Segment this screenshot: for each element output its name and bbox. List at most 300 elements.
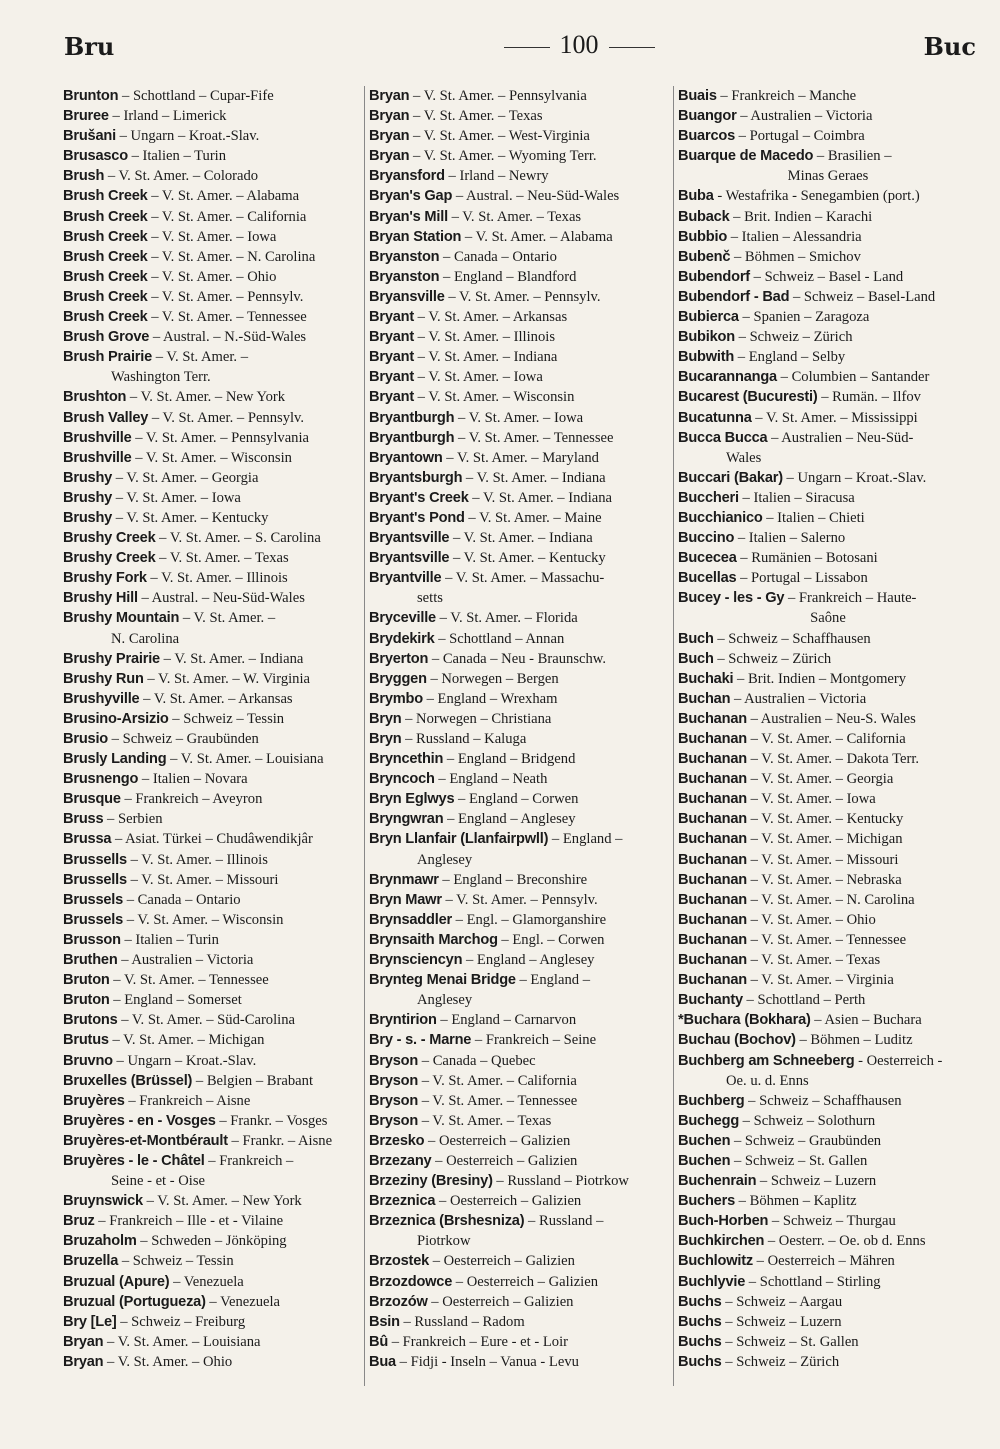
entry-location: – V. St. Amer. – Alabama [461, 228, 613, 245]
entry-location: – Austral. – Neu-Süd-Wales [137, 590, 305, 607]
entry-location: – Schweden – Jönköping [136, 1233, 287, 1250]
gazetteer-entry [678, 1231, 978, 1251]
entry-headword: Bruyères - en - Vosges [63, 1112, 216, 1129]
entry-location: – Oesterreich – Galizien [429, 1253, 575, 1270]
entry-location: – V. St. Amer. – Kentucky [449, 550, 606, 567]
entry-location: – Oesterr. – Oe. ob d. Enns [764, 1233, 926, 1250]
entry-headword: Bryant [369, 329, 415, 346]
entry-location: – Russland – Kaluga [401, 731, 527, 747]
entry-headword: Bryncethin [369, 751, 444, 768]
entry-location: – V. St. Amer. – Tennessee [109, 972, 269, 989]
gazetteer-entry [63, 950, 359, 970]
gazetteer-entry [369, 669, 669, 689]
entry-location: – V. St. Amer. – Alabama [147, 188, 300, 205]
entry-location: – V. St. Amer. – Louisiana [103, 1333, 261, 1350]
entry-location: – V. St. Amer. – Georgia [112, 469, 259, 486]
entry-location: – V. St. Amer. – Kentucky [746, 811, 904, 828]
entry-headword: Bryantburgh [369, 429, 455, 446]
entry-headword: Bryan [63, 1333, 104, 1350]
entry-location: – V. St. Amer. – Iowa [746, 791, 876, 808]
entry-headword: Buchanan [678, 831, 747, 848]
entry-headword: Bucca Bucca [678, 429, 768, 446]
entry-headword: Bruz [63, 1213, 95, 1230]
entry-headword: Buchanan [678, 751, 747, 768]
entry-continuation: setts [417, 590, 443, 607]
gazetteer-entry [369, 1051, 669, 1071]
entry-location: – V. St. Amer. – Indiana [449, 530, 593, 547]
entry-location: – V. St. Amer. – Süd-Carolina [117, 1012, 295, 1029]
gazetteer-entry [63, 1272, 359, 1292]
gazetteer-entry [678, 247, 978, 267]
gazetteer-entry [678, 468, 978, 488]
entry-headword: Brushy Creek [63, 530, 156, 547]
entry-headword: Bryant's Creek [369, 489, 469, 506]
gazetteer-entry [63, 1292, 359, 1312]
entry-headword: Brushy [63, 489, 113, 506]
entry-headword: Bua [369, 1353, 396, 1370]
entry-location: – Oesterreich – Galizien [427, 1293, 574, 1310]
entry-headword: Brzozdowce [369, 1273, 453, 1290]
entry-location: – Venezuela [169, 1273, 244, 1290]
entry-location: – V. St. Amer. – Missouri [746, 851, 899, 868]
entry-headword: Bubendorf - Bad [678, 288, 790, 305]
gazetteer-entry [678, 267, 978, 287]
entry-headword: Bruzual (Portugueza) [63, 1293, 206, 1310]
entry-location: – V. St. Amer. – Colorado [104, 168, 259, 185]
entry-continuation: N. Carolina [111, 630, 180, 647]
entry-headword: Bryan's Gap [369, 188, 453, 205]
entry-headword: Buchers [678, 1193, 735, 1210]
entry-headword: Brush Prairie [63, 349, 153, 366]
entry-location: – Schottland – Annan [434, 630, 565, 647]
gazetteer-entry [369, 890, 669, 910]
entry-location: – Frankreich – [204, 1152, 294, 1169]
entry-headword: Bryant [369, 349, 415, 366]
gazetteer-entry [369, 408, 669, 428]
entry-headword: Bruton [63, 992, 110, 1009]
gazetteer-entry [369, 729, 669, 749]
gazetteer-entry [678, 669, 978, 689]
gazetteer-entry [678, 970, 978, 990]
entry-headword: Buchs [678, 1333, 722, 1350]
entry-location: – Schweiz – Aargau [721, 1293, 843, 1310]
column-2 [369, 86, 669, 1399]
entry-location: – Schottland – Stirling [745, 1273, 881, 1290]
gazetteer-entry [63, 468, 359, 488]
entry-headword: Buchanan [678, 911, 747, 928]
entry-location: – Schweiz – Zürich [734, 329, 853, 346]
entry-headword: Bryson [369, 1072, 419, 1089]
entry-location: – Russland – Piotrkow [492, 1173, 629, 1190]
entry-headword: Buchanan [678, 851, 747, 868]
gazetteer-entry [369, 1352, 669, 1372]
gazetteer-entry [678, 689, 978, 709]
gazetteer-entry [369, 1251, 669, 1271]
entry-headword: Bryan [369, 128, 410, 145]
gazetteer-entry [678, 990, 978, 1010]
entry-location: – V. St. Amer. – Iowa [112, 489, 241, 506]
entry-location: – Frankreich – Aisne [124, 1092, 251, 1109]
entry-location: – England – Wrexham [422, 690, 558, 707]
entry-location: – V. St. Amer. – Indiana [414, 349, 558, 366]
entry-headword: Bruthen [63, 952, 118, 969]
gazetteer-entry [369, 468, 669, 488]
entry-location: – Brit. Indien – Karachi [729, 208, 873, 225]
entry-headword: Brushy Run [63, 670, 144, 687]
entry-headword: Brynteg Menai Bridge [369, 972, 516, 989]
entry-location: – V. St. Amer. – Maryland [442, 449, 599, 466]
entry-headword: Bryan [369, 88, 410, 104]
entry-location: – V. St. Amer. – California [746, 731, 906, 747]
entry-headword: Buangor [678, 108, 737, 125]
entry-headword: Bryn Llanfair (Llanfairpwll) [369, 831, 549, 848]
gazetteer-entry [63, 789, 359, 809]
gazetteer-entry [678, 1171, 978, 1191]
gazetteer-entry [369, 1312, 669, 1332]
gazetteer-entry [63, 146, 359, 166]
entry-headword: Brushton [63, 389, 127, 406]
gazetteer-entry [369, 126, 669, 146]
gazetteer-entry [678, 829, 978, 849]
gazetteer-entry [678, 850, 978, 870]
gazetteer-entry [63, 207, 359, 227]
gazetteer-entry [63, 850, 359, 870]
entry-headword: Buchaki [678, 670, 734, 687]
gazetteer-entry [63, 508, 359, 528]
gazetteer-entry [369, 227, 669, 247]
entry-location: – Australien – Victoria [117, 952, 254, 969]
entry-headword: Brynsaddler [369, 911, 452, 928]
entry-location: – Italien – Novara [138, 771, 248, 788]
entry-location: – V. St. Amer. – Illinois [414, 329, 555, 346]
entry-location: – V. St. Amer. – Tennessee [147, 309, 307, 326]
entry-headword: Buchs [678, 1313, 722, 1330]
entry-location: – V. St. Amer. – Massachu- [441, 570, 605, 587]
entry-headword: Bryant [369, 369, 415, 386]
entry-location: – Schweiz – Graubünden [108, 731, 259, 747]
entry-location: – V. St. Amer. – Wisconsin [123, 911, 284, 928]
entry-continuation: Piotrkow [417, 1233, 471, 1250]
gazetteer-entry [678, 408, 978, 428]
entry-headword: Buchen [678, 1152, 731, 1169]
entry-location: – V. St. Amer. – [179, 610, 276, 627]
column-3 [678, 86, 978, 1399]
entry-location: – Ungarn – Kroat.-Slav. [115, 128, 260, 145]
entry-headword: Buchan [678, 690, 731, 707]
entry-headword: Brush Creek [63, 188, 148, 205]
entry-headword: Brush Creek [63, 228, 148, 245]
entry-headword: Bryn [369, 731, 402, 747]
entry-headword: Bubikon [678, 329, 735, 346]
entry-location: – Canada – Ontario [439, 248, 557, 265]
entry-location: – Schweiz – Basel - Land [749, 268, 904, 285]
entry-headword: Bruzual (Apure) [63, 1273, 170, 1290]
entry-location: – Rumänien – Botosani [736, 550, 878, 567]
gazetteer-entry [63, 1191, 359, 1211]
gazetteer-entry [63, 1091, 359, 1111]
entry-headword: Brusque [63, 791, 121, 808]
entry-location: – Austral. – Neu-Süd-Wales [452, 188, 620, 205]
entry-location: – Spanien – Zaragoza [738, 309, 870, 326]
entry-location: – V. St. Amer. – Kentucky [112, 509, 269, 526]
entry-continuation: Oe. u. d. Enns [726, 1072, 809, 1089]
gazetteer-entry [63, 1111, 359, 1131]
entry-location: – Schweiz – Thurgau [768, 1213, 896, 1230]
entry-headword: Brushy [63, 469, 113, 486]
entry-headword: Brusly Landing [63, 751, 167, 768]
entry-location: – Ungarn – Kroat.-Slav. [782, 469, 927, 486]
entry-location: – V. St. Amer. – Ohio [103, 1353, 233, 1370]
entry-headword: Bucchianico [678, 509, 763, 526]
gazetteer-entry [678, 1292, 978, 1312]
entry-headword: Bryant [369, 309, 415, 326]
entry-headword: Brussa [63, 831, 112, 848]
gazetteer-entry [678, 749, 978, 769]
entry-location: – V. St. Amer. – Michigan [108, 1032, 265, 1049]
entry-headword: Bryant's Pond [369, 509, 465, 526]
entry-headword: Bucellas [678, 570, 737, 587]
entry-headword: Buchanan [678, 811, 747, 828]
entry-headword: Bryn [369, 710, 402, 727]
entry-location: – V. St. Amer. – Nebraska [746, 871, 902, 888]
gazetteer-entry [369, 1071, 669, 1091]
entry-location: – Schweiz – Zürich [721, 1353, 840, 1370]
entry-location: – V. St. Amer. – Texas [409, 108, 543, 125]
entry-location: – Australien – Neu-Süd- [767, 429, 914, 446]
entry-location: – Frankr. – Vosges [215, 1112, 328, 1129]
entry-headword: Brynsaith Marchog [369, 931, 498, 948]
entry-headword: Brusnengo [63, 771, 139, 788]
entry-headword: Bubbio [678, 228, 728, 245]
entry-headword: Buccheri [678, 489, 739, 506]
gazetteer-entry [369, 870, 669, 890]
entry-headword: Brzezany [369, 1152, 432, 1169]
entry-location: – Irland – Newry [444, 168, 549, 185]
gazetteer-entry [678, 1030, 978, 1050]
entry-headword: Buchanan [678, 891, 747, 908]
entry-location: – Venezuela [205, 1293, 281, 1310]
gazetteer-entry [63, 669, 359, 689]
column-divider [673, 86, 674, 1386]
entry-location: – V. St. Amer. – Wisconsin [131, 449, 292, 466]
gazetteer-entry [369, 789, 669, 809]
entry-headword: Brusasco [63, 148, 128, 165]
gazetteer-entry [369, 86, 669, 106]
gazetteer-entry [63, 1010, 359, 1030]
entry-headword: Bucarannanga [678, 369, 777, 386]
entry-location: – Frankreich – Manche [716, 88, 857, 104]
entry-headword: Brushy Mountain [63, 610, 180, 627]
entry-location: – England – Corwen [454, 791, 579, 808]
gazetteer-entry [369, 930, 669, 950]
entry-location: – Russland – [524, 1213, 604, 1230]
entry-headword: Buchanan [678, 952, 747, 969]
entry-headword: Buchlyvie [678, 1273, 746, 1290]
entry-headword: Brush Grove [63, 329, 150, 346]
gazetteer-entry [63, 1352, 359, 1372]
entry-location: – V. St. Amer. – Illinois [146, 570, 288, 587]
gazetteer-entry [678, 1091, 978, 1111]
gazetteer-entry [369, 568, 669, 608]
entry-location: – Oesterreich – Galizien [452, 1273, 599, 1290]
entry-location: – Engl. – Glamorganshire [451, 911, 607, 928]
entry-location: – V. St. Amer. – [152, 349, 249, 366]
entry-location: – V. St. Amer. – Texas [155, 550, 289, 567]
entry-headword: Brzostek [369, 1253, 430, 1270]
gazetteer-entry [63, 327, 359, 347]
entry-headword: Brynsciencyn [369, 952, 463, 969]
gazetteer-entry [678, 769, 978, 789]
gazetteer-entry [678, 327, 978, 347]
entry-headword: Bruynswick [63, 1193, 143, 1210]
gazetteer-entry [63, 307, 359, 327]
entry-headword: Brydekirk [369, 630, 435, 647]
entry-headword: Buchanan [678, 871, 747, 888]
entry-location: – V. St. Amer. – Pennsylv. [441, 891, 598, 908]
entry-headword: Bruton [63, 972, 110, 989]
gazetteer-entry [369, 1010, 669, 1030]
gazetteer-entry [678, 1151, 978, 1171]
gazetteer-entry [369, 327, 669, 347]
gazetteer-entry [63, 408, 359, 428]
header-left-guideword: Bru [64, 32, 115, 61]
entry-location: – V. St. Amer. – Ohio [746, 911, 876, 928]
column-1 [63, 86, 359, 1399]
entry-location: – Italien – Alessandria [727, 228, 862, 245]
gazetteer-entry [678, 1272, 978, 1292]
gazetteer-entry [63, 166, 359, 186]
entry-continuation: Washington Terr. [111, 369, 211, 386]
gazetteer-entry [369, 287, 669, 307]
entry-location: – Schweiz – Basel-Land [789, 288, 936, 305]
entry-location: – Rumän. – Ilfov [817, 389, 921, 406]
entry-headword: Bryansville [369, 288, 445, 305]
entry-headword: Bruree [63, 108, 109, 125]
entry-headword: Bryantburgh [369, 409, 455, 426]
entry-location: – England – Neath [434, 771, 548, 788]
entry-location: – Brasilien – [813, 148, 892, 165]
entry-location: – V. St. Amer. – Virginia [746, 972, 894, 989]
entry-headword: Bû [369, 1333, 389, 1350]
entry-headword: Bubenč [678, 248, 731, 265]
header-right-guideword: Buc [923, 32, 976, 61]
entry-location: – Italien – Turin [120, 931, 219, 948]
gazetteer-entry [369, 548, 669, 568]
gazetteer-entry [369, 809, 669, 829]
entry-location: – V. St. Amer. – Indiana [462, 469, 606, 486]
entry-location: – Italien – Chieti [762, 509, 865, 526]
gazetteer-entry [369, 166, 669, 186]
entry-location: – England – [515, 972, 591, 989]
entry-headword: Bryerton [369, 650, 429, 667]
entry-location: – V. St. Amer. – West-Virginia [409, 128, 590, 145]
gazetteer-entry [369, 1292, 669, 1312]
gazetteer-entry [678, 649, 978, 669]
entry-location: – Canada – Quebec [418, 1052, 536, 1069]
gazetteer-entry [63, 1332, 359, 1352]
gazetteer-entry [63, 588, 359, 608]
entry-headword: Buchanan [678, 972, 747, 989]
gazetteer-entry [678, 186, 978, 206]
entry-location: – V. St. Amer. – Ohio [147, 268, 277, 285]
gazetteer-entry [63, 930, 359, 950]
page-number-wrap [489, 30, 669, 60]
entry-location: – V. St. Amer. – New York [142, 1193, 302, 1210]
entry-headword: Buccari (Bakar) [678, 469, 783, 486]
gazetteer-entry [63, 1151, 359, 1191]
entry-headword: Bryson [369, 1092, 419, 1109]
gazetteer-entry [63, 870, 359, 890]
entry-continuation: Wales [726, 449, 762, 466]
entry-headword: Buchberg [678, 1092, 745, 1109]
entry-headword: Brushyville [63, 690, 140, 707]
entry-headword: Brussells [63, 851, 127, 868]
entry-headword: Bryanston [369, 248, 440, 265]
gazetteer-entry [63, 749, 359, 769]
gazetteer-entry [63, 528, 359, 548]
gazetteer-entry [369, 347, 669, 367]
gazetteer-entry [678, 809, 978, 829]
entry-location: – V. St. Amer. – W. Virginia [143, 670, 311, 687]
gazetteer-entry [678, 126, 978, 146]
entry-headword: Buchenrain [678, 1173, 757, 1190]
entry-location: – Ungarn – Kroat.-Slav. [112, 1052, 257, 1069]
entry-location: – England – Breconshire [438, 871, 588, 888]
entry-headword: Bucey - les - Gy [678, 590, 785, 607]
entry-continuation: Saône [810, 610, 846, 627]
entry-headword: Brushy Hill [63, 590, 138, 607]
gazetteer-entry [63, 809, 359, 829]
entry-headword: Brušani [63, 128, 116, 145]
entry-headword: Buais [678, 88, 717, 104]
entry-location: – Norwegen – Bergen [426, 670, 559, 687]
entry-headword: Buch-Horben [678, 1213, 769, 1230]
gazetteer-entry [678, 528, 978, 548]
gazetteer-entry [63, 649, 359, 669]
gazetteer-entry [63, 106, 359, 126]
entry-location: – Schweiz – Freiburg [116, 1313, 246, 1330]
entry-headword: Brushy Fork [63, 570, 147, 587]
entry-headword: Bry - s. - Marne [369, 1032, 472, 1049]
entry-location: – Portugal – Coimbra [735, 128, 865, 145]
entry-headword: Bruyères - le - Châtel [63, 1152, 205, 1169]
gazetteer-entry [369, 307, 669, 327]
entry-location: – Schweiz – Solothurn [739, 1112, 876, 1129]
gazetteer-entry [678, 568, 978, 588]
gazetteer-entry [678, 387, 978, 407]
gazetteer-entry [369, 1171, 669, 1191]
entry-headword: *Buchara (Bokhara) [678, 1012, 811, 1029]
entry-headword: Bryan [369, 148, 410, 165]
entry-location: – Australien – Victoria [736, 108, 873, 125]
entry-location: – Oesterreich – Galizien [435, 1193, 582, 1210]
entry-headword: Brussells [63, 871, 127, 888]
gazetteer-entry [369, 106, 669, 126]
entry-location: – Asiat. Türkei – Chudâwendikjâr [111, 831, 313, 848]
entry-location: – V. St. Amer. – Georgia [746, 771, 894, 788]
gazetteer-entry [63, 267, 359, 287]
entry-location: – Schweiz – Luzern [721, 1313, 842, 1330]
gazetteer-entry [63, 86, 359, 106]
entry-location: – England – Bridgend [443, 751, 576, 768]
entry-headword: Bryantown [369, 449, 443, 466]
gazetteer-entry [369, 950, 669, 970]
gazetteer-entry [369, 528, 669, 548]
entry-location: – V. St. Amer. – New York [126, 389, 286, 406]
gazetteer-entry [63, 608, 359, 648]
header-rule-right [609, 47, 655, 48]
entry-headword: Brzeznica [369, 1193, 436, 1210]
